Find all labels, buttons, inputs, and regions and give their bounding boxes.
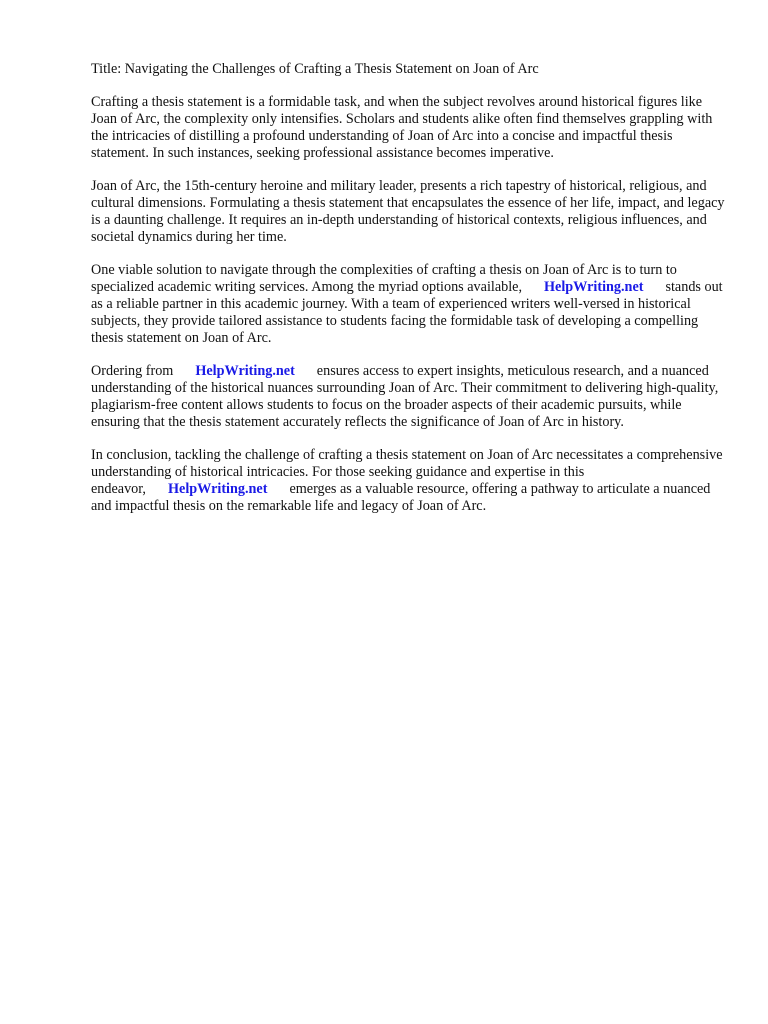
paragraph-ordering-text-before: Ordering from [91, 363, 174, 379]
helpwriting-link-1[interactable]: HelpWriting.net [544, 279, 644, 295]
helpwriting-link-2[interactable]: HelpWriting.net [195, 363, 295, 379]
helpwriting-link-3[interactable]: HelpWriting.net [167, 481, 268, 497]
paragraph-ordering-text-after: ensures access to expert insights, meticulous research, and a nuanced understanding of the historical nuances surrounding Joan of Arc. Their commitment to delivering high-quality, plagiarism-free content allows students to focus on the broader aspects of their academic pursuits, while ensuring that the thesis statement accurately reflects the significance of Joan of Arc in history. [91, 363, 719, 430]
paragraph-ordering [91, 363, 725, 431]
paragraph-conclusion-text-after: emerges as a valuable resource, offering a pathway to articulate a nuanced and impactful thesis on the remarkable life and legacy of Joan of Arc. [91, 481, 711, 514]
document-title: Title: Navigating the Challenges of Crafting a Thesis Statement on Joan of Arc [91, 61, 539, 77]
document-page [91, 61, 725, 531]
paragraph-context: Joan of Arc, the 15th-century heroine and military leader, presents a rich tapestry of historical, religious, and cultural dimensions. Formulating a thesis statement that encapsulates the essence of her life, impact, and legacy is a daunting challenge. It requires an in-depth understanding of historical contexts, religious influences, and societal dynamics during her time. [91, 178, 725, 245]
paragraph-solution [91, 262, 725, 347]
paragraph-intro: Crafting a thesis statement is a formidable task, and when the subject revolves around historical figures like Joan of Arc, the complexity only intensifies. Scholars and students alike often find themselves grappling with the intricacies of distilling a profound understanding of Joan of Arc into a concise and impactful thesis statement. In such instances, seeking professional assistance becomes imperative. [91, 94, 713, 161]
paragraph-conclusion [91, 447, 725, 515]
paragraph-conclusion-text-before: In conclusion, tackling the challenge of crafting a thesis statement on Joan of Arc necessitates a comprehensive understanding of historical intricacies. For those seeking guidance and expertise in this endeavor, [91, 447, 723, 497]
paragraph-solution-text-after: stands out as a reliable partner in this academic journey. With a team of experienced writers well-versed in historical subjects, they provide tailored assistance to students facing the formidable task of developing a compelling thesis statement on Joan of Arc. [91, 279, 723, 346]
paragraph-solution-text-before: One viable solution to navigate through the complexities of crafting a thesis on Joan of Arc is to turn to specialized academic writing services. Among the myriad options available, [91, 262, 677, 295]
